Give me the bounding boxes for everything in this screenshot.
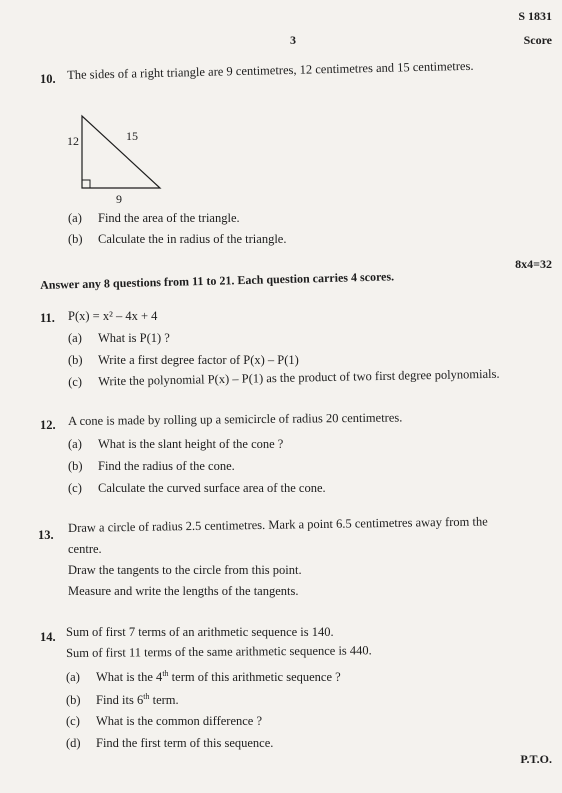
q12-text: A cone is made by rolling up a semicircle of radius 20 centimetres.	[68, 410, 403, 428]
page-number: 3	[290, 33, 296, 47]
q13-line-4: Measure and write the lengths of the tangents.	[68, 584, 299, 598]
pto-label: P.T.O.	[520, 752, 552, 766]
q13-line-2: centre.	[68, 542, 102, 556]
q14-number: 14.	[40, 630, 56, 644]
right-triangle-figure	[60, 108, 170, 208]
q10-number: 10.	[40, 72, 56, 86]
side-hyp-label: 15	[126, 129, 138, 143]
q12-number: 12.	[40, 418, 56, 432]
q11-part-a: (a) What is P(1) ?	[68, 331, 170, 345]
q11-number: 11.	[40, 311, 55, 325]
section-marks: 8x4=32	[515, 257, 552, 271]
side-left-label: 12	[67, 134, 79, 148]
q10-part-a: (a) Find the area of the triangle.	[68, 211, 240, 225]
score-label: Score	[523, 33, 552, 47]
triangle-shape	[82, 116, 160, 188]
q14-part-d: (d) Find the first term of this sequence.	[66, 736, 274, 750]
q14-line-1: Sum of first 7 terms of an arithmetic sequence is 140.	[66, 625, 334, 639]
q12-part-c: (c) Calculate the curved surface area of the cone.	[68, 481, 326, 495]
right-angle-mark	[82, 180, 90, 188]
exam-code: S 1831	[518, 9, 552, 23]
q13-number: 13.	[38, 528, 54, 542]
q14-part-b: (b) Find its 6th term.	[66, 692, 179, 708]
q12-part-b: (b) Find the radius of the cone.	[68, 459, 235, 473]
q14-part-a: (a) What is the 4th term of this arithmetic sequence ?	[66, 669, 341, 685]
section-instruction: Answer any 8 questions from 11 to 21. Each question carries 4 scores.	[40, 269, 395, 292]
q11-text: P(x) = x² – 4x + 4	[68, 309, 158, 323]
q10-text: The sides of a right triangle are 9 centimetres, 12 centimetres and 15 centimetres.	[67, 58, 474, 82]
q11-part-c: (c) Write the polynomial P(x) – P(1) as the product of two first degree polynomials.	[68, 366, 500, 389]
q11-part-b: (b) Write a first degree factor of P(x) – P(1)	[68, 353, 299, 367]
q12-part-a: (a) What is the slant height of the cone ?	[68, 437, 284, 451]
q14-part-c: (c) What is the common difference ?	[66, 714, 263, 728]
q10-part-b: (b) Calculate the in radius of the triangle.	[68, 232, 287, 246]
q14-line-2: Sum of first 11 terms of the same arithmetic sequence is 440.	[66, 643, 372, 660]
q13-line-3: Draw the tangents to the circle from this point.	[68, 563, 302, 577]
q13-line-1: Draw a circle of radius 2.5 centimetres. Mark a point 6.5 centimetres away from the	[68, 514, 488, 535]
side-bottom-label: 9	[116, 192, 122, 206]
